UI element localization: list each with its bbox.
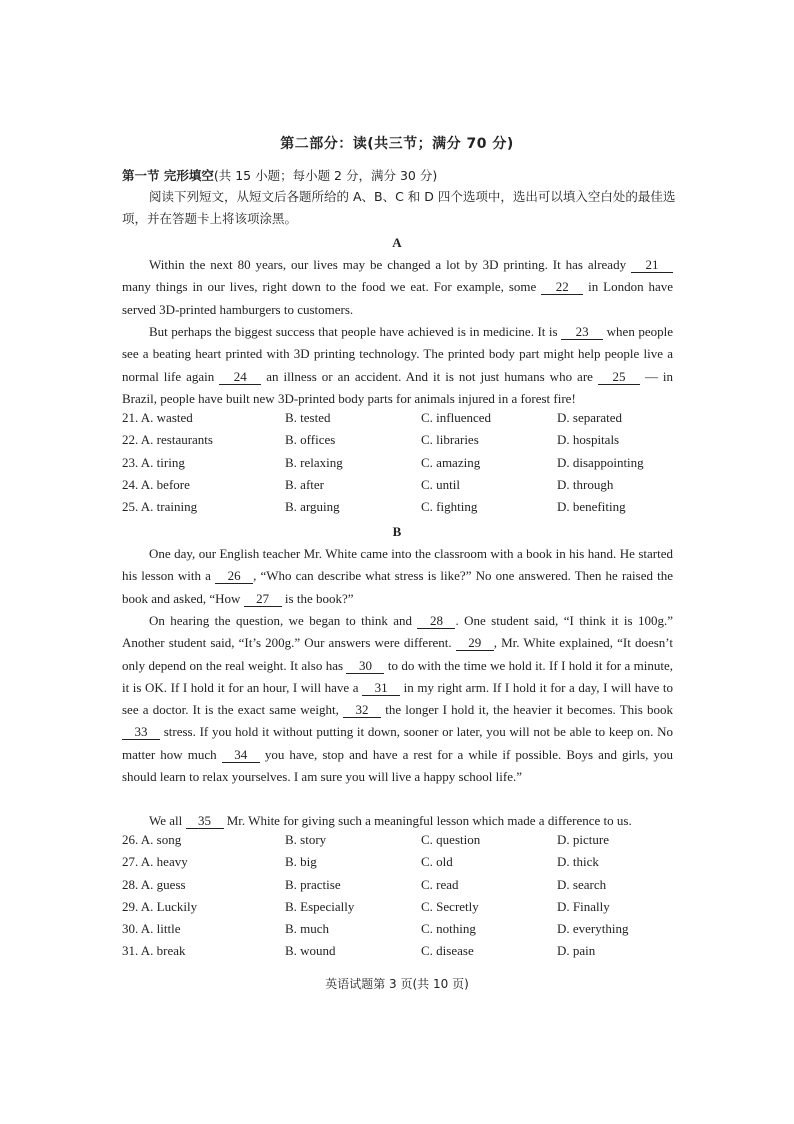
blank-32[interactable]: 32 <box>343 703 381 718</box>
text: One day, our English teacher Mr. White came into the classroom with a book in his hand. He started his lesson with a <box>122 546 673 584</box>
option-row <box>122 899 682 921</box>
options-b <box>122 832 682 966</box>
blank-23[interactable]: 23 <box>561 325 603 340</box>
option[interactable]: D. Finally <box>557 898 610 914</box>
option[interactable]: B. tested <box>285 410 331 425</box>
option[interactable]: B. relaxing <box>285 454 343 470</box>
option-row <box>122 432 682 454</box>
option-row <box>122 455 682 477</box>
option[interactable]: D. search <box>557 876 607 892</box>
text: Mr. White for giving such a meaningful lesson which made a difference to us. <box>226 813 632 828</box>
option[interactable]: D. picture <box>557 832 609 847</box>
option[interactable]: B. practise <box>285 876 341 892</box>
text: We all <box>149 813 183 828</box>
text: , “Who can describe what stress is like?” No one answered. Then he raised the book and asked, “How <box>122 568 674 606</box>
option[interactable]: C. question <box>421 832 481 847</box>
text: Within the next 80 years, our lives may be changed a lot by 3D printing. It has already <box>149 257 627 272</box>
passage-a-heading: A <box>392 235 402 250</box>
option[interactable]: D. hospitals <box>557 432 620 448</box>
option[interactable]: C. libraries <box>421 432 479 448</box>
option[interactable]: B. arguing <box>285 499 340 515</box>
blank-31[interactable]: 31 <box>362 681 400 696</box>
option-row <box>122 410 682 432</box>
option[interactable]: 26. A. song <box>122 832 182 847</box>
option[interactable]: C. old <box>421 854 453 870</box>
instruction-text: 阅读下列短文，从短文后各题所给的 A、B、C 和 D 四个选项中，选出可以填入空白处的最佳选项，并在答题卡上将该项涂黑。 <box>122 189 676 226</box>
option[interactable]: B. big <box>285 854 317 870</box>
option[interactable]: C. fighting <box>421 499 478 515</box>
text: stress. If you hold it without putting it down, sooner or later, you will not be able to keep on. No matter how much <box>122 724 673 762</box>
text: many things in our lives, right down to the food we eat. For example, some <box>122 279 537 295</box>
option[interactable]: 23. A. tiring <box>122 454 185 470</box>
option-row <box>122 832 682 854</box>
passage-b-para-3 <box>122 810 673 832</box>
option[interactable]: 27. A. heavy <box>122 854 188 870</box>
option[interactable]: D. everything <box>557 921 629 937</box>
option[interactable]: B. Especially <box>285 898 355 914</box>
option[interactable]: B. much <box>285 921 330 937</box>
text: is the book?” <box>284 590 354 606</box>
blank-21[interactable]: 21 <box>631 258 673 273</box>
passage-b-para-2 <box>122 610 673 788</box>
option[interactable]: C. Secretly <box>421 898 479 914</box>
option[interactable]: 21. A. wasted <box>122 410 193 425</box>
page-footer: 英语试题第 3 页(共 10 页) <box>325 977 469 991</box>
option-row <box>122 854 682 876</box>
text: in my right arm. If I hold it for a day, I will have to see a doctor. It is the exact same weight, <box>122 679 674 718</box>
section-label: 第一节 完形填空 <box>122 168 214 183</box>
section-header <box>122 166 682 184</box>
text: you have, stop and have a rest for a while if possible. Boys and girls, you should learn to relax yourselves. I am sure you will live a happy school life.” <box>122 746 673 785</box>
option[interactable]: C. nothing <box>421 921 476 937</box>
option[interactable]: D. through <box>557 476 614 492</box>
blank-22[interactable]: 22 <box>541 280 583 295</box>
text: . One student said, “I think it is 100g.” Another student said, “It’s 200g.” Our answers were different. <box>122 613 674 651</box>
text: in London have served 3D-printed hamburgers to customers. <box>122 279 674 317</box>
option-row <box>122 943 682 965</box>
option[interactable]: D. benefiting <box>557 499 626 515</box>
option[interactable]: D. disappointing <box>557 454 644 470</box>
option[interactable]: D. pain <box>557 943 596 959</box>
passage-a-para-1 <box>122 254 673 321</box>
blank-24[interactable]: 24 <box>219 370 261 385</box>
option-row <box>122 877 682 899</box>
passage-b-heading: B <box>392 524 402 539</box>
option[interactable]: D. thick <box>557 854 599 870</box>
text: — in Brazil, people have built new 3D-printed body parts for animals injured in a forest fire! <box>122 368 674 406</box>
text: On hearing the question, we began to think and <box>149 613 413 628</box>
option[interactable]: B. offices <box>285 432 336 448</box>
option[interactable]: 28. A. guess <box>122 876 186 892</box>
option[interactable]: C. influenced <box>421 410 492 425</box>
blank-33[interactable]: 33 <box>122 725 160 740</box>
option[interactable]: 24. A. before <box>122 476 190 492</box>
text: the longer I hold it, the heavier it becomes. This book <box>385 702 673 718</box>
option[interactable]: B. story <box>285 832 327 847</box>
text: when people see a beating heart printed with 3D printing technology. The printed body part might help people live a normal life again <box>122 324 674 384</box>
option-row <box>122 921 682 943</box>
section-note: (共 15 小题；每小题 2 分，满分 30 分) <box>213 168 438 183</box>
blank-34[interactable]: 34 <box>222 748 260 763</box>
option[interactable]: 29. A. Luckily <box>122 898 198 914</box>
option[interactable]: C. disease <box>421 943 474 959</box>
option-row <box>122 499 682 521</box>
passage-a-para-2 <box>122 321 673 410</box>
option[interactable]: C. amazing <box>421 454 481 470</box>
option[interactable]: 25. A. training <box>122 499 198 515</box>
blank-25[interactable]: 25 <box>598 370 640 385</box>
option[interactable]: B. wound <box>285 943 336 959</box>
blank-27[interactable]: 27 <box>244 592 282 607</box>
part-title: 第二部分：读(共三节；满分 70 分) <box>280 136 514 152</box>
option[interactable]: C. read <box>421 876 459 892</box>
option-row <box>122 477 682 499</box>
option[interactable]: D. separated <box>557 410 622 425</box>
text: an illness or an accident. And it is not just humans who are <box>266 368 593 384</box>
text: to do with the time we hold it. If I hold it for a minute, it is OK. If I hold it for an hour, I will have a <box>122 657 674 695</box>
options-a <box>122 410 682 521</box>
option[interactable]: B. after <box>285 476 324 492</box>
blank-28[interactable]: 28 <box>417 614 455 629</box>
option[interactable]: 30. A. little <box>122 921 181 937</box>
blank-30[interactable]: 30 <box>346 659 384 674</box>
option[interactable]: C. until <box>421 476 461 492</box>
option[interactable]: 31. A. break <box>122 943 186 959</box>
blank-26[interactable]: 26 <box>215 569 253 584</box>
blank-35[interactable]: 35 <box>186 814 224 829</box>
text: , Mr. White explained, “It doesn’t only depend on the real weight. It also has <box>122 635 673 673</box>
blank-29[interactable]: 29 <box>456 636 494 651</box>
instruction <box>122 186 678 230</box>
option[interactable]: 22. A. restaurants <box>122 432 213 448</box>
text: But perhaps the biggest success that people have achieved is in medicine. It is <box>149 324 558 339</box>
passage-b-para-1 <box>122 543 673 610</box>
